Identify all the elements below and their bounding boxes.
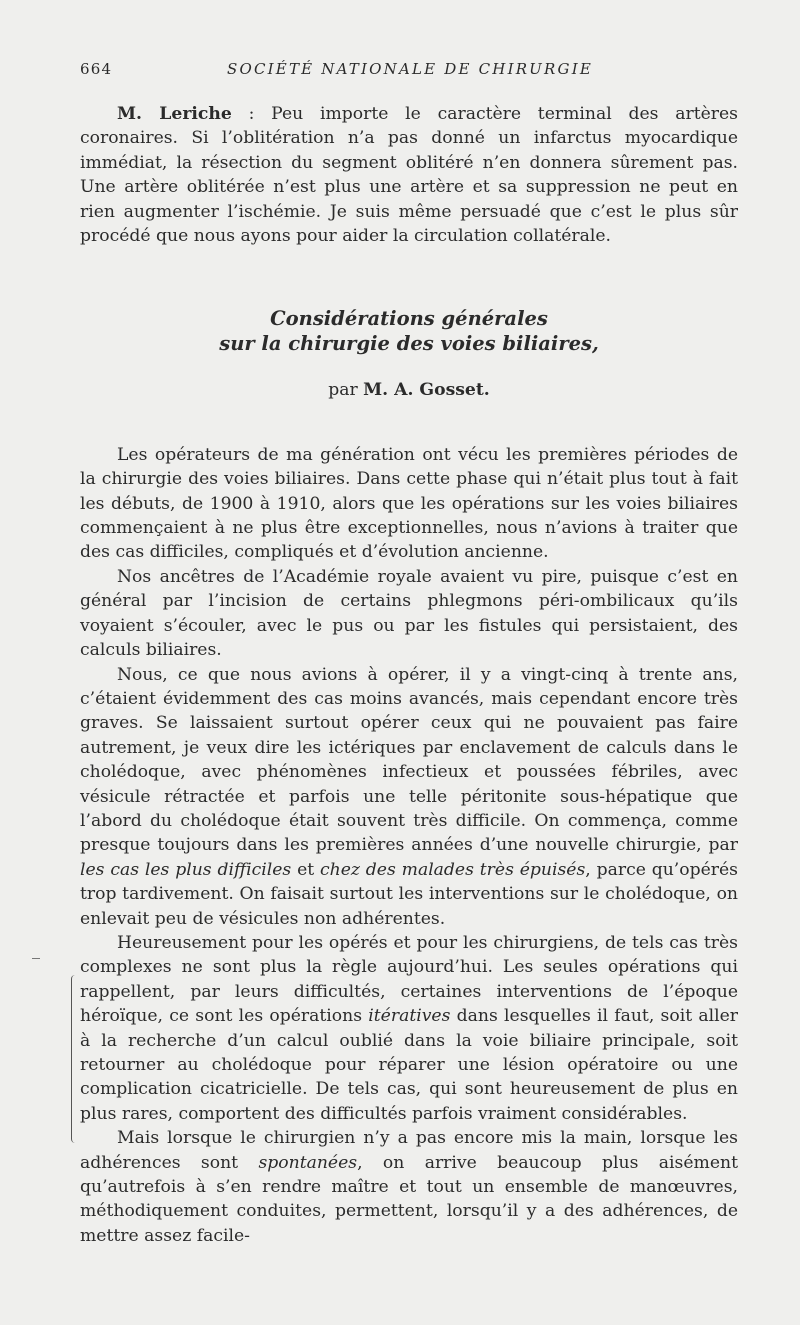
paragraph-4-text-a: Heureusement pour les opérés et pour les chirurgiens, de tels cas très complexes ne sont plus la règle aujourd’hui. Les seules opérations qui rappellent, par leurs difficultés, certaines interventions de l’époque héroïque, ce sont les opérations	[80, 932, 738, 1027]
section-title	[80, 306, 738, 356]
paragraph-3	[80, 663, 738, 931]
margin-dash-mark	[32, 958, 40, 959]
leriche-remark	[80, 102, 738, 248]
paragraph-3-emphasis-1: les cas les plus difficiles	[80, 859, 292, 880]
running-title: SOCIÉTÉ NATIONALE DE CHIRURGIE	[227, 60, 593, 78]
running-header	[80, 60, 740, 84]
page-body	[80, 102, 738, 1248]
leriche-text: : Peu importe le caractère terminal des artères coronaires. Si l’oblitération n’a pas donné un infarctus myocardique immédiat, la résection du segment oblitéré n’en donnera sûrement pas. Une artère oblitérée n’est plus une artère et sa suppression ne peut en rien augmenter l’ischémie. Je suis même persuadé que c’est le plus sûr procédé que nous ayons pour aider la circulation collatérale.	[80, 104, 738, 247]
paragraph-5-text-b: , on arrive beaucoup plus aisément qu’autrefois à s’en rendre maître et tout un ensemble de manœuvres, méthodiquement conduites, permettent, lorsqu’il y a des adhérences, de mettre assez facile-	[80, 1152, 738, 1246]
margin-bracket-mark	[71, 975, 78, 1143]
paragraph-3-text-c: , parce qu’opérés trop tardivement. On faisait surtout les interventions sur le cholédoque, on enlevait peu de vésicules non adhérentes.	[80, 859, 738, 929]
section-title-line1: Considérations générales	[270, 307, 548, 331]
page-number: 664	[80, 60, 113, 78]
byline	[80, 378, 738, 402]
paragraph-5-emphasis: spontanées	[258, 1152, 358, 1173]
paragraph-1: Les opérateurs de ma génération ont vécu les premières périodes de la chirurgie des voies biliaires. Dans cette phase qui n’était plus tout à fait les débuts, de 1900 à 1910, alors que les opérations sur les voies biliaires commençaient à ne plus être exceptionnelles, nous n’avions à traiter que des cas difficiles, compliqués et d’évolution ancienne.	[80, 444, 738, 563]
paragraph-4-text-b: dans lesquelles il faut, soit aller à la recherche d’un calcul oublié dans la voie biliaire principale, soit retourner au cholédoque pour réparer une lésion opératoire ou une complication cicatricielle. De tels cas, qui sont heureusement de plus en plus rares, comportent des difficultés parfois vraiment considérables.	[80, 1006, 738, 1124]
byline-author: M. A. Gosset.	[363, 380, 490, 401]
paragraph-3-text-a: Nous, ce que nous avions à opérer, il y a vingt-cinq à trente ans, c’étaient évidemment des cas moins avancés, mais cependant encore très graves. Se laissaient surtout opérer ceux qui ne pouvaient pas faire autrement, je veux dire les ictériques par enclavement de calculs dans le cholédoque, avec phénomènes infectieux et poussées fébriles, avec vésicule rétractée et parfois une telle péritonite sous-hépatique que l’abord du cholédoque était souvent très difficile. On commença, comme presque toujours dans les premières années d’une nouvelle chirurgie, par	[80, 664, 738, 856]
paragraph-5-text-a: Mais lorsque le chirurgien n’y a pas encore mis la main, lorsque les adhérences sont	[80, 1128, 738, 1173]
paragraph-4	[80, 931, 738, 1126]
paragraph-5	[80, 1126, 738, 1248]
paragraph-2: Nos ancêtres de l’Académie royale avaient vu pire, puisque c’est en général par l’incision de certains phlegmons péri-ombilicaux qu’ils voyaient s’écouler, avec le pus ou par les fistules qui persistaient, des calculs biliaires.	[80, 566, 738, 661]
speaker-name: M. Leriche	[117, 104, 232, 124]
byline-prefix: par	[328, 380, 364, 401]
paragraph-3-emphasis-2: chez des malades très épuisés	[320, 859, 586, 880]
paragraph-4-emphasis: itératives	[368, 1006, 451, 1027]
paragraph-3-text-b: et	[291, 859, 321, 880]
section-title-line2: sur la chirurgie des voies biliaires,	[219, 332, 599, 356]
